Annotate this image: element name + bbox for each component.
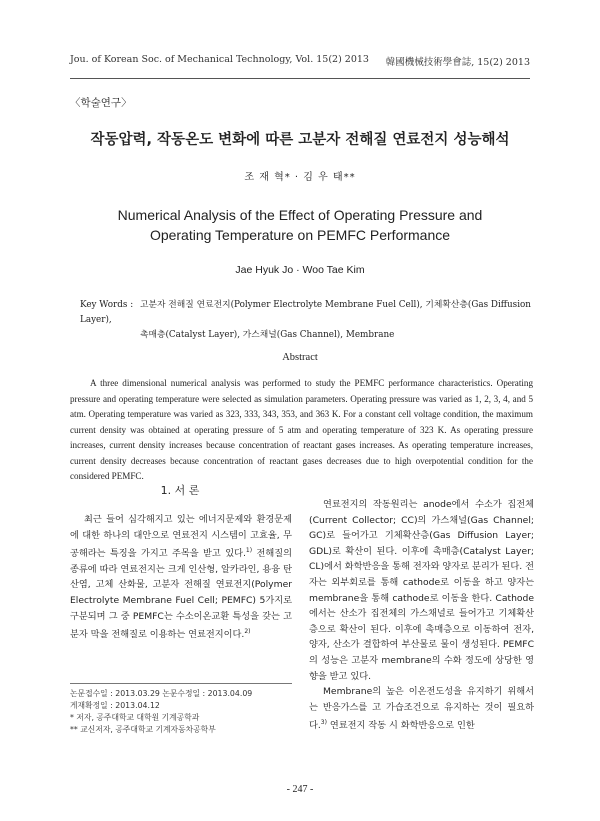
right-col-paragraph-2	[309, 684, 534, 734]
right-col-text-b: 연료전지 작동 시 화학반응으로 인한	[326, 720, 475, 732]
right-col-text-a: Membrane의 높은 이온전도성을 유지하기 위해서는 반응가스를 고 가습조건으로 유지하는 것이 필요하다.	[309, 686, 534, 732]
header-rule	[70, 78, 530, 79]
running-header	[70, 54, 530, 68]
keywords-label: Key Words :	[80, 300, 134, 310]
left-col-text-b: 전해질의 종류에 따라 연료전지는 크게 인산형, 알카라인, 용융 탄산염, 고체 산화물, 고분자 전해질 연료전지(Polymer Electrolyte Membrane Fuel Cell; PEMFC) 5가지로 구분되며 그 중 PEMFC는 수소이온교환 특성을 갖는 고분자 막을 전해질로 이용하는 연료전지이다.	[70, 548, 292, 641]
authors-english: Jae Hyuk Jo · Woo Tae Kim	[235, 264, 365, 276]
header-journal-ko: 韓國機械技術學會誌, 15(2) 2013	[385, 57, 530, 68]
right-column-text	[309, 497, 534, 734]
title-korean: 작동압력, 작동온도 변화에 따른 고분자 전해질 연료전지 성능해석	[90, 132, 510, 148]
citation-2: 2)	[244, 628, 251, 636]
citation-1: 1)	[245, 547, 253, 555]
authors-korean: 조 재 혁* · 김 우 태**	[244, 172, 356, 183]
abstract-heading: Abstract	[282, 352, 318, 363]
keywords-line2: 촉매층(Catalyst Layer), 가스채널(Gas Channel), Membrane	[140, 330, 395, 340]
keywords	[80, 298, 540, 343]
footnote-author: * 저자, 공주대학교 대학원 기계공학과	[70, 713, 200, 722]
footnote-rule	[70, 683, 292, 684]
title-english-line2: Operating Temperature on PEMFC Performance	[149, 227, 451, 243]
title-english	[0, 205, 600, 245]
citation-3: 3)	[320, 719, 327, 727]
section-heading-introduction: 1. 서 론	[160, 484, 200, 497]
article-category: 〈학술연구〉	[70, 97, 132, 109]
left-column-text	[70, 512, 292, 643]
header-journal-en: Jou. of Korean Soc. of Mechanical Technology, Vol. 15(2) 2013	[70, 54, 369, 65]
left-col-text-a: 최근 들어 심각해지고 있는 에너지문제와 환경문제에 대한 하나의 대안으로 연료전지 시스템이 고효율, 무공해라는 특징을 가지고 주목을 받고 있다.	[70, 514, 292, 560]
page-number: - 247 -	[286, 784, 314, 795]
footnote-accepted: 게재확정일 : 2013.04.12	[70, 701, 160, 710]
footnote-corresponding: ** 교신저자, 공주대학교 기계자동차공학부	[70, 725, 216, 734]
right-col-paragraph-1: 연료전지의 작동원리는 anode에서 수소가 집전체(Current Collector; CC)의 가스채널(Gas Channel; GC)로 들어가고 기체확산층(Gas Diffusion Layer; GDL)로 확산이 된다. 이후에 촉매층(Catalyst Layer; CL)에서 화학반응을 통해 전자와 양자로 분리가 된다. 전자는 외부회로를 통해 cathode로 이동을 하고 양자는 membrane을 통해 cathode로 이동을 한다. Cathode에서는 산소가 집전체의 가스채널로 들어가고 기체확산층으로 확산이 된다. 이후에 촉매층으로 이동하여 전자, 양자, 산소가 결합하여 부산물로 물이 생성된다. PEMFC의 성능은 고분자 membrane의 수화 정도에 상당한 영향을 받고 있다.	[309, 499, 534, 682]
footnote-received: 논문접수일 : 2013.03.29 논문수정일 : 2013.04.09	[70, 689, 253, 698]
keywords-line1: 고분자 전해질 연료전지(Polymer Electrolyte Membrane Fuel Cell), 기체확산층(Gas Diffusion Layer),	[80, 300, 531, 325]
abstract-text: A three dimensional numerical analysis was performed to study the PEMFC performance characteristics. Operating pressure and operating temperature were selected as simulation parameters. Operating pressure was varied as 1, 2, 3, 4, and 5 atm. Operating temperature was varied as 323, 333, 343, 353, and 363 K. For a constant cell voltage condition, the maximum current density was obtained at operating pressure of 5 atm and operating temperature of 323 K. As operating pressure increases, current density increases because concentration of reactant gases increases. As operating temperature increases, current density decreases because concentration of reactant gases decreases due to high overpotential condition for the considered PEMFC.	[70, 378, 533, 481]
footnotes	[70, 688, 310, 736]
title-english-line1: Numerical Analysis of the Effect of Operating Pressure and	[117, 207, 483, 223]
